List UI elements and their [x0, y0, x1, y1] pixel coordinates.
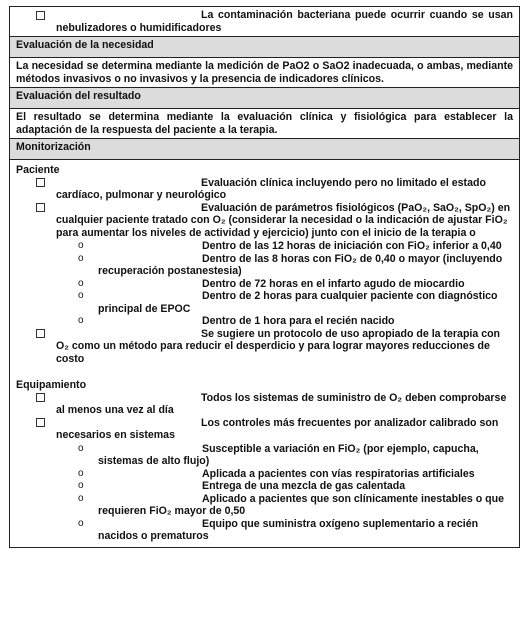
equipment-sub-1: Susceptible a variación en FiO₂ (por ejemplo, capucha, sistemas de alto flujo): [98, 442, 479, 467]
circle-bullet-icon: o: [78, 290, 84, 301]
patient-item-3: Se sugiere un protocolo de uso apropiado de la terapia con O₂ como un método para reducir el desperdicio y para lograr mayores reducciones de costo: [56, 327, 501, 365]
patient-sub-5: Dentro de 1 hora para el recién nacido: [202, 315, 395, 327]
list-item: [16, 493, 513, 518]
table-row: [10, 160, 520, 548]
equipment-sub-5: Equipo que suministra oxígeno suplementario a recién nacidos o prematuros: [98, 517, 479, 542]
section-header-result: Evaluación del resultado: [10, 88, 520, 109]
patient-label: Paciente: [16, 164, 60, 176]
circle-bullet-icon: o: [78, 277, 84, 289]
result-text: El resultado se determina mediante la evaluación clínica y fisiológica para establecer la adaptación de la respuesta del paciente a la terapia.: [10, 109, 520, 139]
list-item: [16, 202, 513, 240]
list-item: [16, 290, 513, 315]
list-item: [16, 417, 513, 442]
square-bullet-icon: [36, 10, 45, 23]
square-bullet-icon: [36, 203, 45, 216]
table-row: [10, 58, 520, 88]
list-item: [16, 468, 513, 481]
equipment-item-2: Los controles más frecuentes por analizador calibrado son necesarios en sistemas: [56, 416, 499, 441]
section-header-monitoring: Monitorización: [10, 139, 520, 160]
square-bullet-icon: [36, 329, 45, 342]
spacer: [16, 365, 513, 378]
equipment-sub-2: Aplicada a pacientes con vías respiratorias artificiales: [202, 467, 475, 480]
list-item: [16, 443, 513, 468]
patient-item-1: Evaluación clínica incluyendo pero no limitado el estado cardíaco, pulmonar y neurológico: [56, 176, 486, 201]
table-row: [10, 37, 520, 58]
list-item: [16, 253, 513, 278]
equipment-sub-4: Aplicado a pacientes que son clínicamente inestables o que requieren FiO₂ mayor de 0,50: [98, 492, 505, 517]
list-item: [16, 177, 513, 202]
need-text: La necesidad se determina mediante la medición de PaO2 o SaO2 inadecuada, o ambas, mediante métodos invasivos o no invasivos y la presencia de indicadores clínicos.: [10, 58, 520, 88]
circle-bullet-icon: o: [78, 492, 84, 504]
circle-bullet-icon: o: [78, 480, 84, 491]
contamination-text: La contaminación bacteriana puede ocurrir cuando se usan nebulizadores o humidificadores: [56, 9, 513, 34]
equipment-sub-3: Entrega de una mezcla de gas calentada: [202, 480, 406, 492]
square-bullet-icon: [36, 178, 45, 191]
circle-bullet-icon: o: [78, 442, 84, 454]
section-header-need: Evaluación de la necesidad: [10, 37, 520, 58]
circle-bullet-icon: o: [78, 252, 84, 264]
circle-bullet-icon: o: [78, 240, 84, 251]
list-item: [16, 328, 513, 366]
oxygen-therapy-table: [9, 6, 520, 548]
patient-sub-1: Dentro de las 12 horas de iniciación con FiO₂ inferior a 0,40: [202, 240, 502, 252]
list-item: [16, 9, 513, 34]
equipment-item-1: Todos los sistemas de suministro de O₂ deben comprobarse al menos una vez al día: [56, 391, 507, 416]
monitoring-cell: [10, 160, 520, 548]
patient-sub-3: Dentro de 72 horas en el infarto agudo de miocardio: [202, 277, 465, 290]
table-row: [10, 7, 520, 37]
list-item: [16, 518, 513, 545]
contamination-cell: [10, 7, 520, 37]
table-row: [10, 88, 520, 109]
equipment-label: Equipamiento: [16, 379, 87, 391]
square-bullet-icon: [36, 418, 45, 431]
list-item: [16, 278, 513, 291]
list-item: [16, 480, 513, 493]
patient-sub-4: Dentro de 2 horas para cualquier paciente con diagnóstico principal de EPOC: [98, 290, 498, 315]
table-row: [10, 139, 520, 160]
list-item: [16, 392, 513, 417]
circle-bullet-icon: o: [78, 467, 84, 479]
circle-bullet-icon: o: [78, 315, 84, 326]
table-row: [10, 109, 520, 139]
list-item: [16, 240, 513, 253]
square-bullet-icon: [36, 393, 45, 406]
circle-bullet-icon: o: [78, 517, 84, 529]
patient-sub-2: Dentro de las 8 horas con FiO₂ de 0,40 o mayor (incluyendo recuperación postanestesia): [98, 252, 503, 277]
patient-item-2: Evaluación de parámetros fisiológicos (PaO₂, SaO₂, SpO₂) en cualquier paciente tratado con O₂ (considerar la necesidad o la indicación de ajustar FiO₂ para aumentar los niveles de actividad y ejercicio) junto con el inicio de la terapia o: [56, 201, 511, 239]
list-item: [16, 315, 513, 328]
